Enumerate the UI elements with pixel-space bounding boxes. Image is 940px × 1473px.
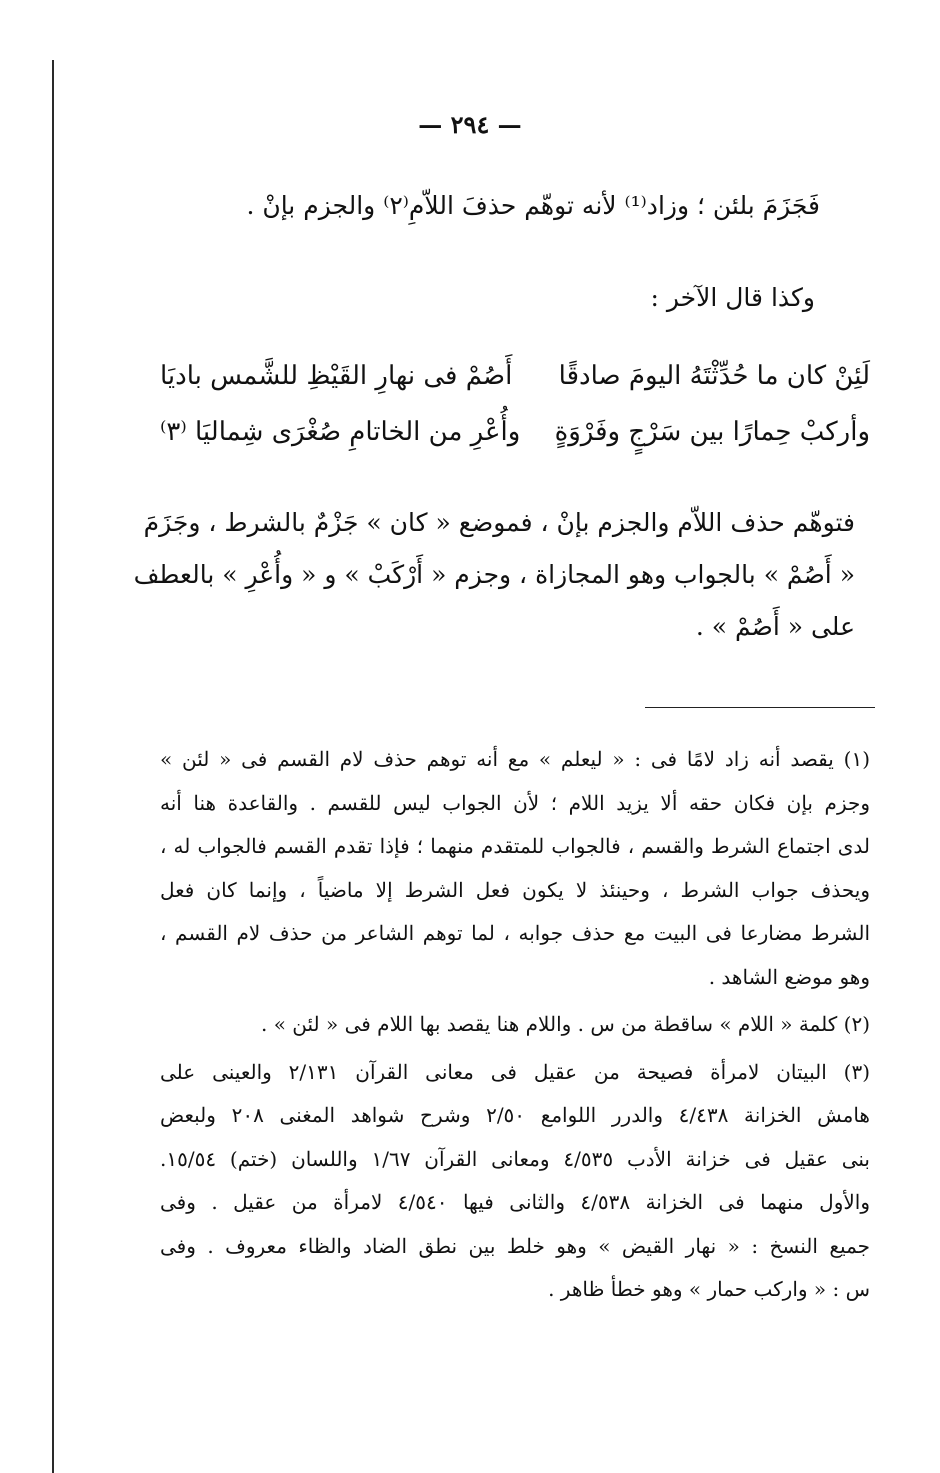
footnote-1-line-3: لدى اجتماع الشرط والقسم ، فالجواب للمتقدم منهما ؛ فإذا تقدم القسم فالجواب له ، [160,834,870,858]
verse-2-second-hemistich: وأُعْرِ من الخاتامِ صُغْرَى شِماليَا ⁽٣⁾ [160,417,521,447]
intro-text-2: وكذا قال الآخر : [650,283,815,312]
explanation-line-3: على « أَصُمْ » . [695,612,855,641]
footnote-3-line-5: جميع النسخ : « نهار القيض » وهو خلط بين نطق الضاد والظاء معروف . وفى [160,1233,870,1258]
footnotes [160,738,870,1316]
poem-verse-2 [160,404,870,460]
footnote-3-line-2: هامش الخزانة ٤/٤٣٨ والدرر اللوامع ٢/٥٠ وشرح شواهد المغنى ٢٠٨ ولبعض [160,1103,870,1127]
footnote-3 [160,1051,870,1312]
footnote-1 [160,738,870,999]
footnote-1-line-2: وجزم بإن فكان حقه ألا يزيد اللام ؛ لأن الجواب ليس للقسم . والقاعدة هنا أنه [160,790,870,815]
footnote-divider [645,707,875,708]
page-number: — ٢٩٤ — [418,110,522,139]
verse-2-first-hemistich: وأركبْ حِمارًا بين سَرْجٍ وفَرْوَةٍ [554,417,870,447]
footnote-3-line-3: بنى عقيل فى خزانة الأدب ٤/٥٣٥ ومعانى القرآن ١/٦٧ واللسان (ختم) ١٥/٥٤. [160,1146,871,1171]
explanation-paragraph [133,497,855,653]
footnote-2-line-1: (٢) كلمة « اللام » ساقطة من س . واللام هنا يقصد بها اللام فى « لئن » . [260,1012,870,1036]
footnote-3-line-1: (٣) البيتان لامرأة فصيحة من عقيل فى معانى القرآن ٢/١٣١ والعينى على [160,1059,870,1084]
explanation-line-1: فتوهّم حذف اللاّم والجزم بإنْ ، فموضع « كان » جَزْمٌ بالشرط ، وجَزَمَ [143,508,855,537]
footnote-3-line-4: والأول منهما فى الخزانة ٤/٥٣٨ والثانى فيها ٤/٥٤٠ لامرأة من عقيل . وفى [160,1190,870,1214]
footnote-1-line-6: وهو موضع الشاهد . [708,964,870,989]
footnote-1-line-4: ويحذف جواب الشرط ، وحينئذ لا يكون فعل الشرط إلا ماضياً ، وإنما كان فعل [160,877,870,902]
explanation-line-2: « أَصُمْ » بالجواب وهو المجازاة ، وجزم « أَرْكَبْ » و « وأُعْرِ » بالعطف [133,560,855,589]
intro-line-2 [500,272,815,324]
verse-1-first-hemistich: لَئِنْ كان ما حُدِّثْتَهُ اليومَ صادقًا [558,361,870,391]
footnote-1-line-5: الشرط مضارعا فى البيت مع حذف جوابه ، لما توهم الشاعر من حذف لام القسم ، [160,921,870,945]
page-binding-edge-lower [52,1090,54,1473]
poem [160,348,870,460]
intro-line-1 [200,180,820,232]
verse-1-second-hemistich: أَصُمْ فى نهارِ القَيْظِ للشَّمس باديَا [160,361,513,391]
footnote-1-line-1: (١) يقصد أنه زاد لامًا فى : « ليعلم » مع أنه توهم حذف لام القسم فى « لئن » [160,747,870,771]
footnote-2 [160,1003,870,1047]
intro-text-1: فَجَزَمَ بلئن ؛ وزاد⁽¹⁾ لأنه توهّم حذفَ اللاّمِ⁽٢⁾ والجزم بإنْ . [246,191,820,220]
poem-verse-1 [160,348,870,404]
footnote-3-line-6: س : « واركب حمار » وهو خطأ ظاهر . [548,1277,870,1301]
